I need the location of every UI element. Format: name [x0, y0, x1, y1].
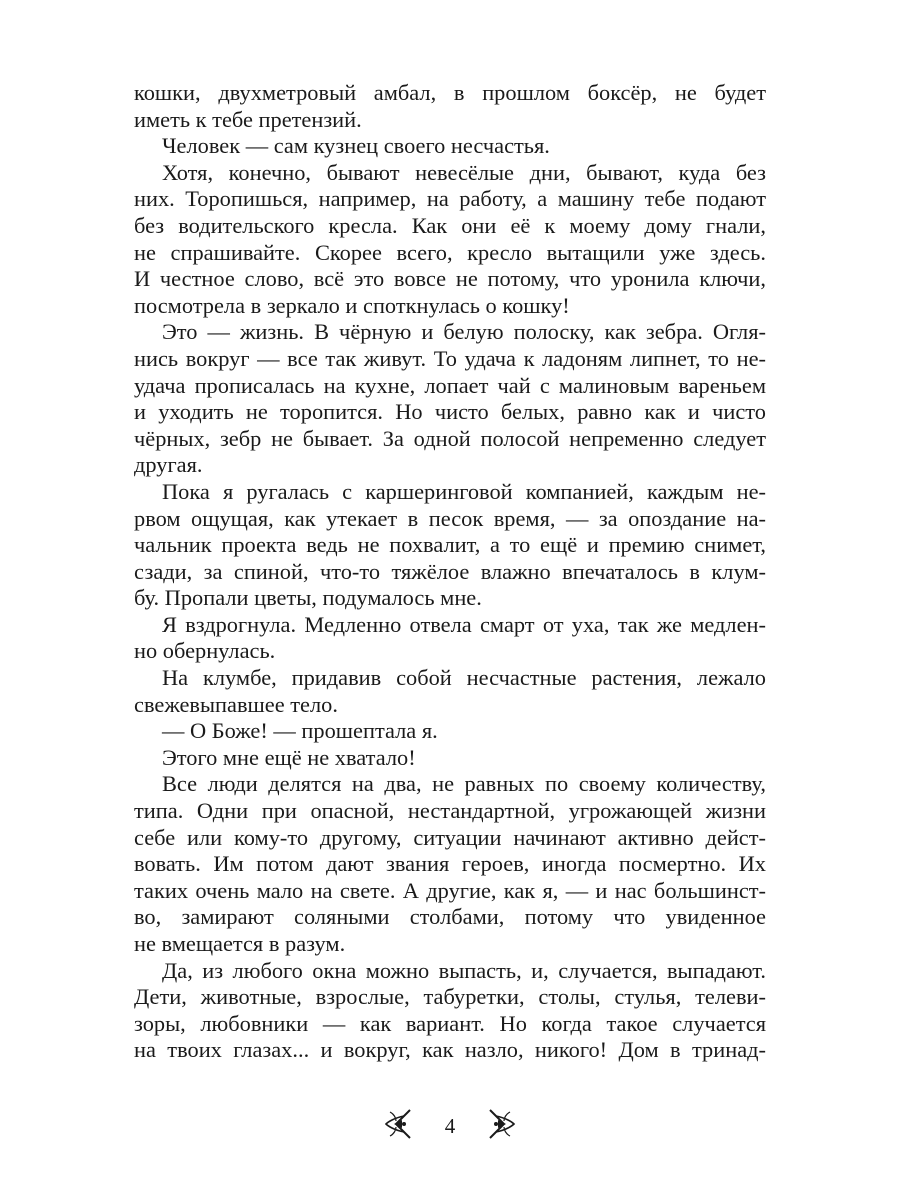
text-line: иметь к тебе претензий. [134, 106, 362, 132]
text-line: себе или кому-то другому, ситуации начинают активно дейст- [134, 824, 766, 850]
text-line: рвом ощущая, как утекает в песок время, — за опоздание на- [134, 505, 766, 531]
text-line: них. Торопишься, например, на работу, а машину тебе подают [134, 186, 766, 212]
right-ornament-icon [488, 1104, 516, 1144]
text-line: таких очень мало на свете. А другие, как я, — и нас большинст- [134, 877, 766, 903]
text-line: Дети, животные, взрослые, табуретки, столы, стулья, телеви- [134, 984, 766, 1010]
text-line: вовать. Им потом дают звания героев, иногда посмертно. Их [134, 851, 766, 877]
text-line: во, замирают соляными столбами, потому что увиденное [134, 904, 766, 930]
text-line: свежевыпавшее тело. [134, 691, 338, 717]
text-line: зоры, любовники — как вариант. Но когда такое случается [134, 1010, 766, 1036]
text-line: чальник проекта ведь не похвалит, а то ещё и премию снимет, [134, 532, 766, 558]
text-line: Человек — сам кузнец своего несчастья. [162, 133, 550, 159]
text-line: без водительского кресла. Как они её к моему дому гнали, [134, 212, 766, 238]
text-line: кошки, двухметровый амбал, в прошлом боксёр, не будет [134, 80, 766, 105]
text-line: Я вздрогнула. Медленно отвела смарт от уха, так же медлен- [162, 611, 766, 637]
text-line: не вмещается в разум. [134, 931, 346, 956]
text-line: посмотрела в зеркало и споткнулась о кошку! [134, 292, 570, 318]
text-line: Пока я ругалась с каршеринговой компанией, каждым не- [162, 478, 766, 504]
text-line: чёрных, зебр не бывает. За одной полосой непременно следует [134, 425, 766, 451]
text-line: Хотя, конечно, бывают невесёлые дни, бывают, куда без [162, 159, 766, 185]
page-number: 4 [444, 1114, 456, 1138]
text-line: удача прописалась на кухне, лопает чай с малиновым вареньем [134, 372, 766, 398]
text-line: Это — жизнь. В чёрную и белую полоску, как зебра. Огля- [162, 319, 766, 345]
text-line: типа. Одни при опасной, нестандартной, угрожающей жизни [134, 798, 766, 824]
text-line: Да, из любого окна можно выпасть, и, случается, выпадают. [162, 957, 766, 983]
text-line: сзади, за спиной, что-то тяжёлое влажно впечаталось в клум- [134, 558, 766, 584]
page-text [134, 80, 766, 1064]
text-line: На клумбе, придавив собой несчастные растения, лежало [162, 665, 766, 691]
text-line: бу. Пропали цветы, подумалось мне. [134, 585, 482, 611]
page-footer [0, 1104, 900, 1148]
left-ornament-icon [384, 1104, 412, 1144]
text-line: не спрашивайте. Скорее всего, кресло вытащили уже здесь. [134, 239, 766, 265]
text-line: — О Боже! — прошептала я. [162, 718, 438, 744]
text-line: на твоих глазах... и вокруг, как назло, никого! Дом в тринад- [134, 1037, 766, 1063]
text-line: и уходить не торопится. Но чисто белых, равно как и чисто [134, 399, 766, 425]
text-line: Все люди делятся на два, не равных по своему количеству, [162, 771, 766, 797]
text-line: Этого мне ещё не хватало! [162, 744, 416, 770]
text-line: но обернулась. [134, 638, 276, 664]
text-line: И честное слово, всё это вовсе не потому, что уронила ключи, [134, 266, 766, 292]
text-line: другая. [134, 452, 203, 478]
text-line: нись вокруг — все так живут. То удача к ладоням липнет, то не- [134, 345, 766, 371]
